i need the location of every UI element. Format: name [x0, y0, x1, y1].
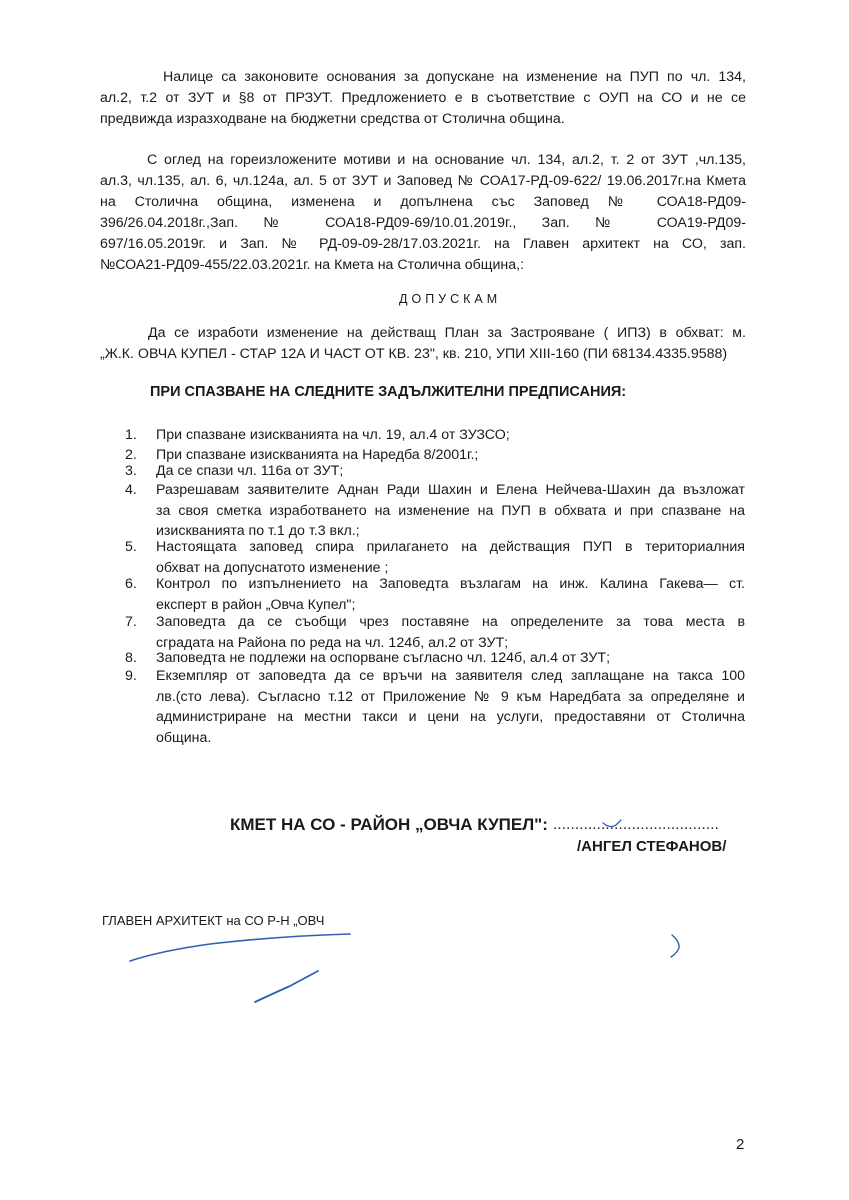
list-number: 9. — [125, 668, 137, 684]
list-number: 1. — [125, 427, 137, 443]
list-text: Заповедта не подлежи на оспорване съгласно чл. 124б, ал.4 от ЗУТ; — [156, 650, 611, 666]
signature-dots: ...................................... — [553, 816, 719, 833]
list-text: Екземпляр от заповедта да се връчи на заявителя след заплащане на такса 100 — [156, 668, 745, 684]
list-text: сградата на Района по реда на чл. 124б, ал.2 от ЗУТ; — [156, 634, 509, 651]
list-text: експерт в район „Овча Купел"; — [156, 596, 356, 613]
text-line: Да се изработи изменение на действащ План за Застрояване ( ИПЗ) в обхват: м. — [148, 325, 746, 341]
list-number: 2. — [125, 447, 137, 463]
list-text: Заповедта да се съобщи чрез поставяне на определените за това места в — [156, 614, 745, 630]
list-text: за своя сметка изработването на изменение на ПУП в обхвата и при спазване на — [156, 502, 745, 519]
page-number: 2 — [736, 1136, 745, 1153]
text-line: 697/16.05.2019г. и Зап. № РД-09-09-28/17.03.2021г. на Главен архитект на СО, зап. — [100, 236, 746, 252]
list-text: При спазване изискванията на Наредба 8/2001г.; — [156, 447, 479, 463]
mayor-signature-tick — [603, 820, 621, 827]
heading-dopuskam: ДОПУСКАМ — [399, 292, 502, 306]
text-line: ал.2, т.2 от ЗУТ и §8 от ПРЗУТ. Предложението е в съответствие с ОУП на СО и не се — [100, 90, 746, 106]
list-number: 5. — [125, 539, 137, 555]
text-line: на Столична община, изменена и допълнена със Заповед № СОА18-РД09- — [100, 194, 746, 210]
text-line: Налице са законовите основания за допускане на изменение на ПУП по чл. 134, — [163, 69, 746, 85]
text-line: ал.3, чл.135, ал. 6, чл.124а, ал. 5 от ЗУТ и Заповед № СОА17-РД-09-622/ 19.06.2017г.на Кмета — [100, 173, 746, 189]
text-line: №СОА21-РД09-455/22.03.2021г. на Кмета на Столична община,: — [100, 257, 525, 273]
text-line: предвижда изразходване на бюджетни средства от Столична община. — [100, 111, 565, 127]
list-text: администриране на местни такси и цени на услуги, предоставяни от Столична — [156, 709, 745, 725]
list-number: 4. — [125, 482, 137, 498]
list-number: 6. — [125, 576, 137, 592]
list-text: Контрол по изпълнението на Заповедта възлагам на инж. Калина Гакева— ст. — [156, 576, 745, 592]
architect-signature-mark — [671, 935, 679, 957]
list-text: Настоящата заповед спира прилагането на действащия ПУП в териториалния — [156, 539, 745, 555]
list-number: 7. — [125, 614, 137, 630]
architect-signature-stroke-1 — [130, 934, 350, 961]
list-text: община. — [156, 729, 212, 746]
list-text: Да се спази чл. 116а от ЗУТ; — [156, 463, 344, 479]
list-text: обхват на допуснатото изменение ; — [156, 559, 389, 576]
chief-architect-label: ГЛАВЕН АРХИТЕКТ на СО Р-Н „ОВЧ — [102, 913, 325, 928]
mayor-name: /АНГЕЛ СТЕФАНОВ/ — [577, 838, 727, 855]
subheading-requirements: ПРИ СПАЗВАНЕ НА СЛЕДНИТЕ ЗАДЪЛЖИТЕЛНИ ПРЕДПИСАНИЯ: — [150, 384, 627, 400]
text-line: 396/26.04.2018г.,Зап. № СОА18-РД09-69/10.01.2019г., Зап. № СОА19-РД09- — [100, 215, 746, 231]
text-line: „Ж.К. ОВЧА КУПЕЛ - СТАР 12А И ЧАСТ ОТ КВ. 23", кв. 210, УПИ XIII-160 (ПИ 68134.4335.9588) — [100, 346, 728, 362]
text-line: С оглед на гореизложените мотиви и на основание чл. 134, ал.2, т. 2 от ЗУТ ,чл.135, — [147, 152, 746, 168]
list-number: 8. — [125, 650, 137, 666]
list-text: При спазване изискванията на чл. 19, ал.4 от ЗУЗСО; — [156, 427, 510, 443]
list-text: изискванията по т.1 до т.3 вкл.; — [156, 523, 360, 539]
list-number: 3. — [125, 463, 137, 479]
list-text: Разрешавам заявителите Аднан Ради Шахин и Елена Нейчева-Шахин да възложат — [156, 482, 745, 498]
architect-signature-stroke-2 — [255, 971, 318, 1002]
list-text: лв.(сто лева). Съгласно т.12 от Приложение № 9 към Наредбата за определяне и — [156, 688, 745, 705]
mayor-title: КМЕТ НА СО - РАЙОН „ОВЧА КУПЕЛ": — [230, 815, 548, 834]
